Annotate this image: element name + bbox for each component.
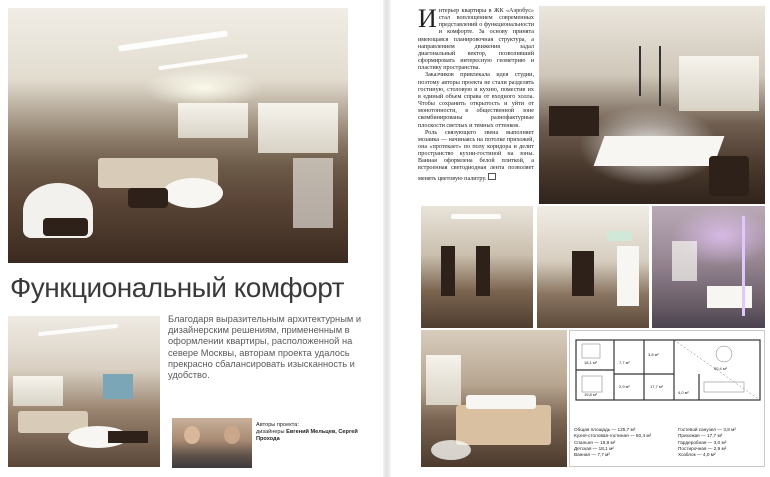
end-mark-icon xyxy=(488,173,496,180)
kitchen-photo xyxy=(539,6,765,204)
plan-legend-right xyxy=(678,427,736,458)
plan-label-6: 3,8 м² xyxy=(648,352,659,357)
article-body xyxy=(418,4,534,183)
legend-item: Ванная — 7,7 м² xyxy=(574,452,610,458)
legend-item: Кухня-столовая-гостиная — 50,4 м² xyxy=(574,433,652,439)
legend-item: Спальня — 19,8 м² xyxy=(574,439,616,445)
credits-authors xyxy=(256,429,376,443)
plan-label-7: 2,9 м² xyxy=(619,384,630,389)
project-credits xyxy=(256,422,376,443)
body-paragraph-3-text: Роль связующего звена выполняет мозаика — начинаясь на потолке прихожей, она «протекает» по полу коридора и делит пространство кухни-гостиной на зоны. Ванная оформлена белой плиткой, а встроенная светодиодная лента позволяет менять цветовую палитру. xyxy=(418,129,534,182)
legend-item: Детская — 18,1 м² xyxy=(574,445,614,451)
dropcap: И xyxy=(418,4,437,33)
plan-label-8: 4,0 м² xyxy=(678,390,689,395)
living-room-photo-small xyxy=(8,316,160,467)
bathroom-photo xyxy=(652,206,765,328)
plan-label-4: 7,7 м² xyxy=(619,360,630,365)
plan-label-3: 50,4 м² xyxy=(714,366,727,371)
plan-label-2: 19,8 м² xyxy=(584,392,597,397)
living-room-photo xyxy=(8,8,348,263)
body-paragraph-1-text: нтерьер квартиры в ЖК «Аэробус» стал воплощением современных представлений о функциональности и комфорте. За основу принята имеющаяся планировочная структура, а направлением движения задал диагональный вектор, позволивший сформировать интересную геометрию и пластику пространства. xyxy=(418,8,534,72)
credits-role: дизайнеры xyxy=(256,429,285,435)
hallway-photo-1 xyxy=(421,206,533,328)
body-paragraph-1 xyxy=(418,4,534,72)
author-photo-1 xyxy=(172,418,212,468)
body-paragraph-2: Заказчиков привлекала идея студии, поэтому авторы проекта не стали разделять гостиную, столовую и кухню, поместив их в единый объем справа от входного холла. Чтобы сохранить открытость и уйти от монотонности, в общественной зоне скомбинированы разнофактурные плоскости светлых и темных оттенков. xyxy=(418,72,534,129)
bedroom-photo xyxy=(421,330,567,467)
plan-label-5: 17,7 м² xyxy=(650,384,663,389)
article-lead: Благодаря выразительным архитектурным и дизайнерским решениям, примененным в оформлении квартиры, расположенной на севере Москвы, авторам проекта удалось прекрасно сбалансировать изысканность и удобство. xyxy=(168,314,362,381)
body-paragraph-3 xyxy=(418,130,534,183)
legend-item: Гардеробная — 3,0 м² xyxy=(678,439,727,445)
plan-legend-left xyxy=(574,427,651,458)
hallway-photo-2 xyxy=(537,206,649,328)
legend-item: Гостевой санузел — 3,8 м² xyxy=(678,427,736,432)
author-photo-2 xyxy=(212,418,252,468)
page-gutter xyxy=(383,0,391,477)
floor-plan-drawing xyxy=(574,334,762,406)
legend-item: Прихожая — 17,7 м² xyxy=(678,433,723,439)
legend-item: Хозблок — 4,0 м² xyxy=(678,452,716,458)
floor-plan xyxy=(569,330,765,467)
legend-item: Общая площадь — 125,7 м² xyxy=(574,427,636,432)
credits-names: Евгений Мельцев, Сергей Прохода xyxy=(256,429,358,442)
credits-heading: Авторы проекта: xyxy=(256,422,299,428)
article-title: Функциональный комфорт xyxy=(10,272,344,303)
plan-label-1: 18,1 м² xyxy=(584,360,597,365)
legend-item: Постирочная — 2,9 м² xyxy=(678,445,727,451)
